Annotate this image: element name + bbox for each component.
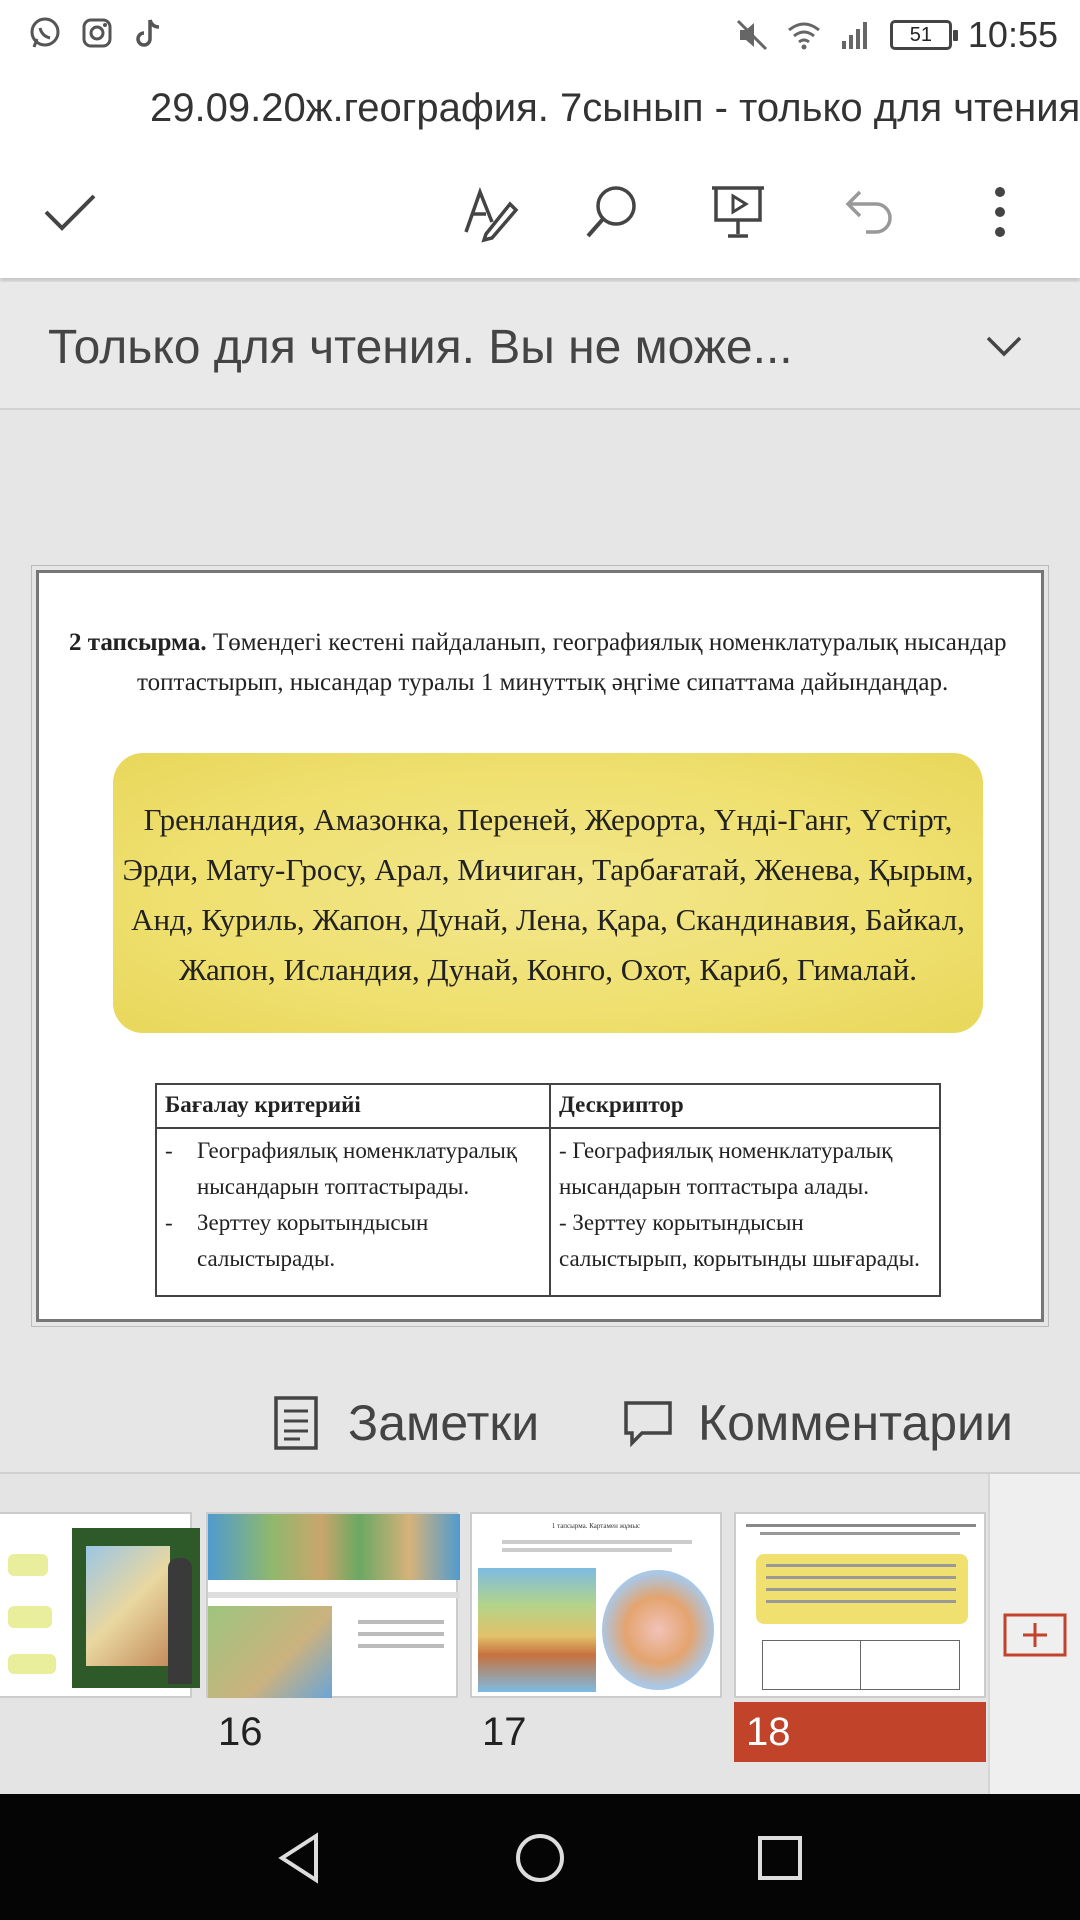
notes-label: Заметки [348,1395,540,1451]
add-slide-icon [1003,1613,1067,1657]
descriptor-text: - Географиялық номенклатуралық нысандарын топтастыра алады. [559,1138,893,1199]
mute-icon [734,17,770,53]
thumbnail-heading: 1 тапсырма. Картамен жұмыс [551,1522,641,1530]
done-button[interactable] [38,180,102,244]
places-line: Эрди, Мату-Гросу, Арал, Мичиган, Тарбағатай, Женева, Қырым, [122,852,974,887]
readonly-banner[interactable] [0,282,1080,410]
android-nav-bar [0,1794,1080,1920]
slide-thumbnail-strip[interactable] [0,1472,1080,1794]
search-button[interactable] [580,180,644,244]
battery-icon: 51 [890,20,952,50]
more-options-button[interactable] [968,180,1032,244]
document-title: 29.09.20ж.география. 7сынып - только для чтения [150,86,1080,130]
wifi-icon [786,17,822,53]
task-text-line-2: топтастырып, нысандар туралы 1 минуттық әңгіме сипаттама дайындаңдар. [137,669,949,696]
task-label: 2 тапсырма. [69,629,207,656]
add-slide-button[interactable] [988,1474,1080,1796]
comment-icon [622,1395,674,1451]
places-line: Анд, Куриль, Жапон, Дунай, Лена, Қара, Скандинавия, Байкал, [131,902,965,937]
descriptor-text: - Зерттеу корытындысын салыстырып, корытынды шығарады. [559,1210,920,1271]
recents-square-icon [752,1830,808,1886]
draw-pen-icon [458,182,518,242]
places-line: Гренландия, Амазонка, Переней, Жерорта, Үнді-Ганг, Үстірт, [143,802,953,837]
slide-thumbnail[interactable] [734,1512,986,1698]
criteria-table [155,1083,941,1297]
draw-button[interactable] [456,180,520,244]
status-bar [0,0,1080,72]
present-icon [708,182,768,242]
table-row [156,1128,940,1296]
home-circle-icon [512,1830,568,1886]
task-text-line-1: Төмендегі кестені пайдаланып, географиялық номенклатуралық нысандар [206,629,1007,656]
undo-icon [840,182,900,242]
slide-number-active: 18 [734,1702,986,1762]
table-header: Дескриптор [550,1084,940,1128]
table-cell-criteria [156,1128,550,1296]
places-line: Жапон, Исландия, Дунай, Конго, Охот, Кариб, Гималай. [178,952,918,987]
slide-thumbnail[interactable] [0,1512,192,1698]
back-triangle-icon [272,1830,328,1886]
notes-icon [272,1395,324,1451]
notes-comments-bar [0,1380,1080,1476]
comments-label: Комментарии [698,1395,1013,1451]
table-header: Бағалау критерийі [156,1084,550,1128]
chevron-down-icon[interactable] [976,318,1032,374]
criteria-text: Географиялық номенклатуралық нысандарын топтастырады. [197,1138,518,1199]
places-box [113,753,983,1033]
back-button[interactable] [272,1830,328,1886]
more-vertical-icon [970,182,1030,242]
slide-canvas[interactable] [36,570,1044,1322]
recents-button[interactable] [752,1830,808,1886]
checkmark-icon [40,182,100,242]
comments-button[interactable] [622,1394,1013,1452]
list-item: - Географиялық номенклатуралық нысандарын топтастырады. [165,1133,541,1205]
criteria-text: Зерттеу корытындысын салыстырады. [197,1210,429,1271]
slide-number: 17 [482,1710,527,1754]
signal-icon [838,17,874,53]
undo-button[interactable] [838,180,902,244]
task-text [69,623,1019,703]
tiktok-icon [132,16,166,50]
table-header-row [156,1084,940,1128]
slide-thumbnail[interactable] [470,1512,722,1698]
present-button[interactable] [706,180,770,244]
readonly-text: Только для чтения. Вы не може... [48,321,793,374]
table-cell-descriptor [550,1128,940,1296]
title-bar [0,72,1080,152]
slide-number [0,1702,192,1762]
search-icon [582,182,642,242]
toolbar [0,152,1080,278]
notes-button[interactable] [272,1394,539,1452]
home-button[interactable] [512,1830,568,1886]
instagram-icon [80,16,114,50]
list-item: - Зерттеу корытындысын салыстырады. [165,1205,541,1277]
whatsapp-icon [28,16,62,50]
slide-number: 16 [218,1710,263,1754]
clock: 10:55 [967,14,1058,55]
slide-thumbnail[interactable] [206,1512,458,1698]
